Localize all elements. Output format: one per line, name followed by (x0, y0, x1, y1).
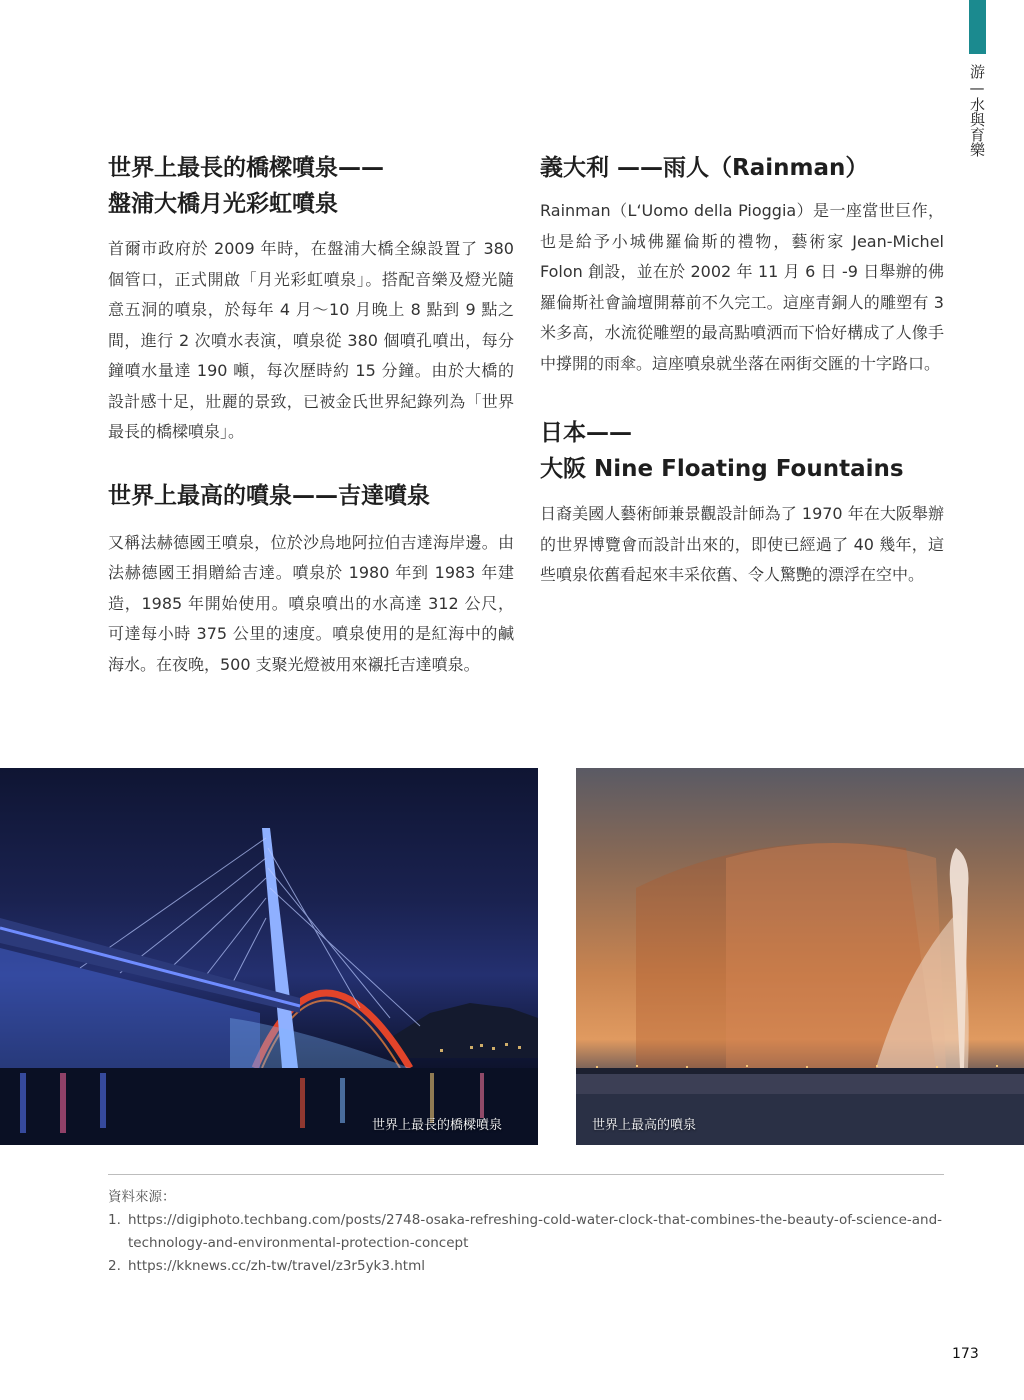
source-link[interactable]: https://digiphoto.techbang.com/posts/2748-osaka-refreshing-cold-water-clock-that-combines-the-beauty-of-science-and-technology-and-environmental-protection-concept (128, 1212, 943, 1251)
section-heading (108, 150, 514, 222)
photo-caption: 世界上最高的噴泉 (592, 1118, 697, 1133)
section-body: 日裔美國人藝術師兼景觀設計師為了 1970 年在大阪舉辦的世界博覽會而設計出來的，即使已經過了 40 幾年，這些噴泉依舊看起來丰采依舊、令人驚艷的漂浮在空中。 (540, 504, 944, 584)
sources-block (108, 1186, 944, 1278)
heading-line: 義大利 ——雨人（Rainman） (540, 155, 869, 181)
section-heading (540, 415, 944, 487)
article-section-jeddah-fountain (108, 478, 514, 681)
section-body: Rainman（L‘Uomo della Pioggia）是一座當世巨作，也是給予小城佛羅倫斯的禮物，藝術家 Jean-Michel Folon 創設，並在於 2002 年 11 月 6 日 -9 日舉辦的佛羅倫斯社會論壇開幕前不久完工。這座青銅人的雕塑有 3 米多高，水流從雕塑的最高點噴洒而下恰好構成了人像手中撐開的雨傘。這座噴泉就坐落在兩街交匯的十字路口。 (540, 201, 944, 373)
article-section-bridge-fountain (108, 150, 514, 448)
heading-line: 世界上最高的噴泉——吉達噴泉 (108, 482, 430, 509)
source-link[interactable]: https://kknews.cc/zh-tw/travel/z3r5yk3.html (128, 1258, 426, 1274)
heading-line: 大阪 Nine Floating Fountains (540, 456, 904, 482)
heading-line: 盤浦大橋月光彩虹噴泉 (108, 191, 338, 217)
heading-line: 日本—— (540, 420, 632, 446)
page-number: 173 (952, 1346, 979, 1362)
fountain-illustration (576, 768, 1024, 1145)
heading-line: 世界上最長的橋樑噴泉—— (108, 155, 384, 181)
photo-caption: 世界上最長的橋樑噴泉 (372, 1118, 503, 1133)
source-item (108, 1209, 944, 1255)
right-column (540, 150, 944, 591)
section-heading (108, 478, 514, 514)
sources-divider (108, 1174, 944, 1175)
section-color-tab (969, 0, 986, 54)
source-number: 1. (108, 1212, 121, 1228)
source-number: 2. (108, 1258, 121, 1274)
bridge-fountain-photo (0, 768, 538, 1145)
bridge-illustration (0, 768, 538, 1145)
section-body: 首爾市政府於 2009 年時，在盤浦大橋全線設置了 380 個管口，正式開啟「月光彩虹噴泉」。搭配音樂及燈光隨意五洞的噴泉，於每年 4 月～10 月晚上 8 點到 9 點之間，進行 2 次噴水表演，噴泉從 380 個噴孔噴出，每分鐘噴水量達 190 噸，每次歷時約 15 分鐘。由於大橋的設計感十足，壯麗的景致，已被金氏世界紀錄列為「世界最長的橋樑噴泉」。 (108, 239, 514, 441)
article-section-rainman (540, 150, 944, 379)
jeddah-fountain-photo (576, 768, 1024, 1145)
sources-label: 資料來源： (108, 1189, 176, 1205)
left-column (108, 150, 514, 680)
chapter-title-vertical: 游—水與育樂 (968, 64, 986, 157)
article-section-osaka-fountains (540, 415, 944, 591)
section-heading (540, 150, 944, 186)
section-body: 又稱法赫德國王噴泉，位於沙烏地阿拉伯吉達海岸邊。由法赫德國王捐贈給吉達。噴泉於 1980 年到 1983 年建造，1985 年開始使用。噴泉噴出的水高達 312 公尺，可達每小時 375 公里的速度。噴泉使用的是紅海中的鹹海水。在夜晚，500 支聚光燈被用來襯托吉達噴泉。 (108, 532, 514, 674)
source-item (108, 1255, 944, 1278)
